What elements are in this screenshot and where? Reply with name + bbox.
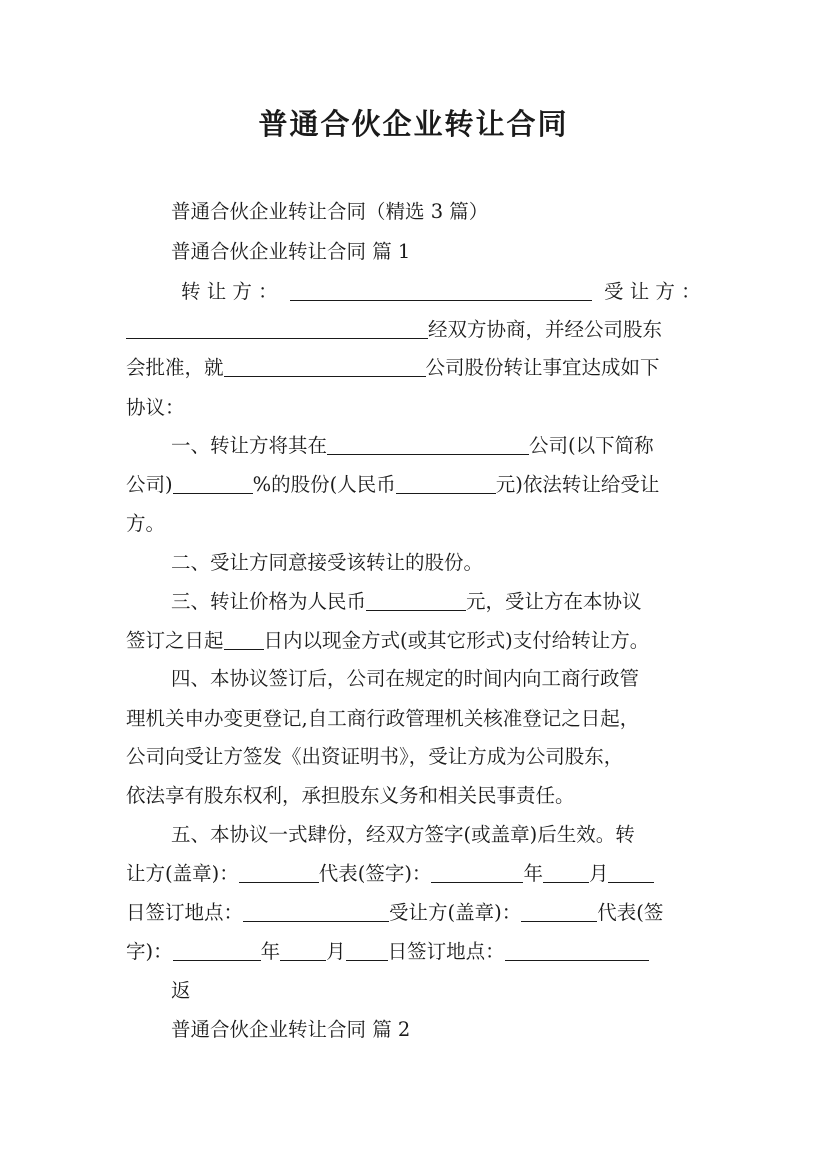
transferor-seal-blank [239,865,319,883]
intro-text-2: 经双方协商，并经公司股东 [428,318,663,341]
clause5-sign-tail: 字)： [126,940,173,963]
amount-blank [396,476,496,494]
clause1-line-c: 方。 [126,512,166,535]
clause1-text-b1: 公司) [126,473,173,496]
intro-text-3a: 会批准，就 [126,356,224,379]
clause3-text-b1: 签订之日起 [126,629,224,652]
clause1-text-a1: 一、转让方将其在 [171,434,328,457]
part2-heading: 普通合伙企业转让合同 篇 2 [171,1018,411,1041]
intro-line-2 [126,320,662,340]
price-blank [366,593,466,611]
clause5-line-d [126,942,649,962]
clause5-rep-sign-label: 代表(签字)： [318,862,432,885]
clause3-line-b [126,631,649,651]
clause5-sign-place-label: 日签订地点： [126,901,244,924]
clause5-year-label: 年 [523,862,543,885]
clause3-line-a [171,592,642,612]
transferor-place-blank [243,904,389,922]
intro-line-3 [126,358,660,378]
transferee-day-blank [346,943,388,961]
clause5-sign-place-label-2: 日签订地点： [387,940,505,963]
transferee-rep-blank [173,943,261,961]
transferor-label: 转 让 方 ： [181,280,278,303]
clause4-line-c: 公司向受让方签发《出资证明书》，受让方成为公司股东， [126,745,624,768]
transferor-blank [290,283,592,301]
transferor-month-blank [543,865,589,883]
clause5-month-label: 月 [588,862,609,885]
document-subtitle: 普通合伙企业转让合同（精选 3 篇） [171,200,489,223]
parties-line [181,282,701,302]
clause5-transferee-seal-label: 受让方(盖章)： [389,901,522,924]
company-blank [224,359,426,377]
clause1-line-a [171,436,654,456]
clause3-text-b2: 日内以现金方式(或其它形式)支付给转让方。 [263,629,650,652]
part1-heading: 普通合伙企业转让合同 篇 1 [171,240,411,263]
clause5-transferor-seal-label: 让方(盖章)： [126,862,239,885]
clause5-line-b [126,864,654,884]
clause3-text-a1: 三、转让价格为人民币 [171,590,367,613]
clause5-line-a: 五、本协议一式肆份，经双方签字(或盖章)后生效。转 [171,823,635,846]
days-blank [224,632,264,650]
clause5-month-label-2: 月 [326,940,346,963]
document-title: 普通合伙企业转让合同 [258,107,569,141]
clause5-rep-sign-label-2: 代表(签 [597,901,664,924]
transferee-place-blank [505,943,649,961]
transferee-seal-blank [521,904,597,922]
transferee-month-blank [280,943,326,961]
clause4-line-b: 理机关申办变更登记,自工商行政管理机关核准登记之日起， [126,707,640,730]
back-text: 返 [171,979,191,1002]
clause4-line-d: 依法享有股东权利，承担股东义务和相关民事责任。 [126,784,575,807]
transferor-rep-blank [431,865,523,883]
clause2-line: 二、受让方同意接受该转让的股份。 [171,551,484,574]
percent-blank [173,476,253,494]
transferee-blank [126,321,428,339]
clause5-line-c [126,903,663,923]
intro-line-4: 协议： [126,396,185,419]
clause3-text-a2: 元，受让方在本协议 [466,590,642,613]
clause1-company-blank [327,437,529,455]
clause4-line-a: 四、本协议签订后，公司在规定的时间内向工商行政管 [171,667,640,690]
transferor-day-blank [608,865,654,883]
clause1-text-a2: 公司(以下简称 [529,434,654,457]
clause1-line-b [126,475,659,495]
clause1-text-b3: 元)依法转让给受让 [495,473,660,496]
transferee-label: 受 让 方 ： [604,280,701,303]
intro-text-3b: 公司股份转让事宜达成如下 [425,356,660,379]
clause1-text-b2: %的股份(人民币 [252,473,396,496]
clause5-year-label-2: 年 [260,940,281,963]
